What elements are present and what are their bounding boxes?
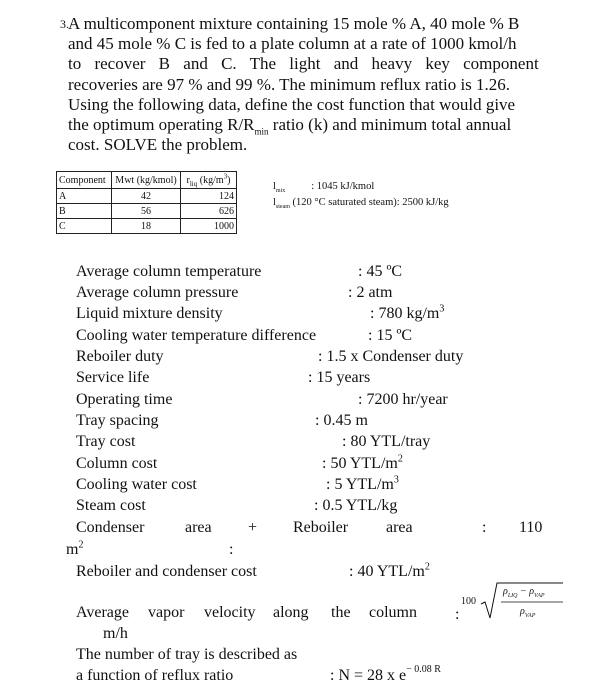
problem-number: 3. xyxy=(60,17,69,31)
cond-area-colon-2: : xyxy=(229,541,234,558)
vapor-word: Average xyxy=(76,604,129,621)
avg-temp-label: Average column temperature xyxy=(76,263,262,280)
problem-line-7: cost. SOLVE the problem. xyxy=(68,135,248,155)
op-time-value: : 7200 hr/year xyxy=(358,391,448,408)
lambda-steam-line: $l_{steam}$ (120 °C saturated steam): 2500 kJ/kg xyxy=(273,197,449,211)
table-cell: 42 xyxy=(112,189,181,204)
vapor-numerator: $\rho_{LIQ} - \rho_{VAP}$ xyxy=(503,586,545,599)
trays-equation: : N = 28 x $e^{- 0.08 R}$ xyxy=(330,664,441,684)
avg-press-value: : 2 atm xyxy=(348,284,393,301)
cond-area-unit: $m^2$ xyxy=(66,539,84,558)
table-header-cell: Component xyxy=(57,172,112,189)
cond-area-word: Reboiler xyxy=(293,519,349,536)
cond-area-word: area xyxy=(386,519,413,536)
cw-temp-label: Cooling water temperature difference xyxy=(76,327,317,344)
cw-cost-value: : 5 YTL/$m^3$ xyxy=(326,474,399,493)
liq-density-value: : 780 $kg/m^3$ xyxy=(370,303,445,322)
problem-line-4: recoveries are 97 % and 99 %. The minimum reflux ratio is 1.26. xyxy=(68,74,511,94)
vapor-unit: m/h xyxy=(103,625,128,642)
table-cell: 1000 xyxy=(181,219,237,234)
cw-cost-label: Cooling water cost xyxy=(76,476,197,493)
cond-area-value: 110 xyxy=(519,519,543,536)
cond-area-plus: + xyxy=(248,519,258,536)
problem-line-1: A multicomponent mixture containing 15 mole % A, 40 mole % B xyxy=(68,14,520,33)
vapor-denominator: $\rho_{VAP}$ xyxy=(520,606,536,619)
op-time-label: Operating time xyxy=(76,391,173,408)
service-life-label: Service life xyxy=(76,369,150,386)
vapor-coef: 100 xyxy=(461,596,476,607)
tray-cost-label: Tray cost xyxy=(76,433,136,450)
cond-area-word: area xyxy=(185,519,212,536)
vapor-word: column xyxy=(369,604,417,621)
cw-temp-value: : 15 ºC xyxy=(368,327,413,344)
reboiler-duty-value: : 1.5 x Condenser duty xyxy=(318,348,464,365)
table-cell: 124 xyxy=(181,189,237,204)
liq-density-label: Liquid mixture density xyxy=(76,305,223,322)
reb-cond-cost-label: Reboiler and condenser cost xyxy=(76,563,257,580)
component-table xyxy=(56,171,237,234)
table-row xyxy=(57,189,237,204)
column-cost-label: Column cost xyxy=(76,455,158,472)
avg-temp-value: : 45 ºC xyxy=(358,263,403,280)
reboiler-duty-label: Reboiler duty xyxy=(76,348,164,365)
table-header-row xyxy=(57,172,237,189)
table-cell: 18 xyxy=(112,219,181,234)
trays-line-2: a function of reflux ratio xyxy=(76,667,234,684)
vapor-velocity-formula xyxy=(463,580,563,624)
tray-spacing-value: : 0.45 m xyxy=(315,412,368,429)
problem-line-3: to recover B and C. The light and heavy key component xyxy=(68,54,539,74)
cond-area-word: Condenser xyxy=(76,519,145,536)
steam-cost-value: : 0.5 YTL/kg xyxy=(314,497,398,514)
avg-press-label: Average column pressure xyxy=(76,284,239,301)
reb-cond-cost-value: : 40 YTL/$m^2$ xyxy=(349,561,430,580)
table-cell: A xyxy=(57,189,112,204)
problem-line-6: the optimum operating $R/R_{min}$ ratio (k) and minimum total annual xyxy=(68,115,512,137)
problem-statement xyxy=(60,14,548,155)
tray-cost-value: : 80 YTL/tray xyxy=(342,433,431,450)
steam-cost-label: Steam cost xyxy=(76,497,146,514)
table-row xyxy=(57,204,237,219)
table-row xyxy=(57,219,237,234)
tray-spacing-label: Tray spacing xyxy=(76,412,159,429)
vapor-colon: : xyxy=(455,606,460,623)
vapor-word: vapor xyxy=(148,604,185,621)
table-cell: B xyxy=(57,204,112,219)
vapor-word: velocity xyxy=(204,604,256,621)
service-life-value: : 15 years xyxy=(308,369,371,386)
table-cell: C xyxy=(57,219,112,234)
cond-area-colon: : xyxy=(482,519,487,536)
problem-line-5: Using the following data, define the cost function that would give xyxy=(68,94,516,114)
table-header-cell: Mwt (kg/kmol) xyxy=(112,172,181,189)
vapor-word: along xyxy=(273,604,309,621)
table-cell: 626 xyxy=(181,204,237,219)
table-header-cell: $r_{liq}$ $(kg/m^3)$ xyxy=(181,172,237,189)
table-cell: 56 xyxy=(112,204,181,219)
problem-line-2: and 45 mole % C is fed to a plate column at a rate of 1000 kmol/h xyxy=(68,34,517,54)
vapor-word: the xyxy=(331,604,351,621)
column-cost-value: : 50 YTL/$m^2$ xyxy=(322,453,403,472)
trays-line-1: The number of tray is described as xyxy=(76,646,298,663)
lambda-mix-line: $l_{mix}$ : 1045 kJ/kmol xyxy=(273,181,375,195)
